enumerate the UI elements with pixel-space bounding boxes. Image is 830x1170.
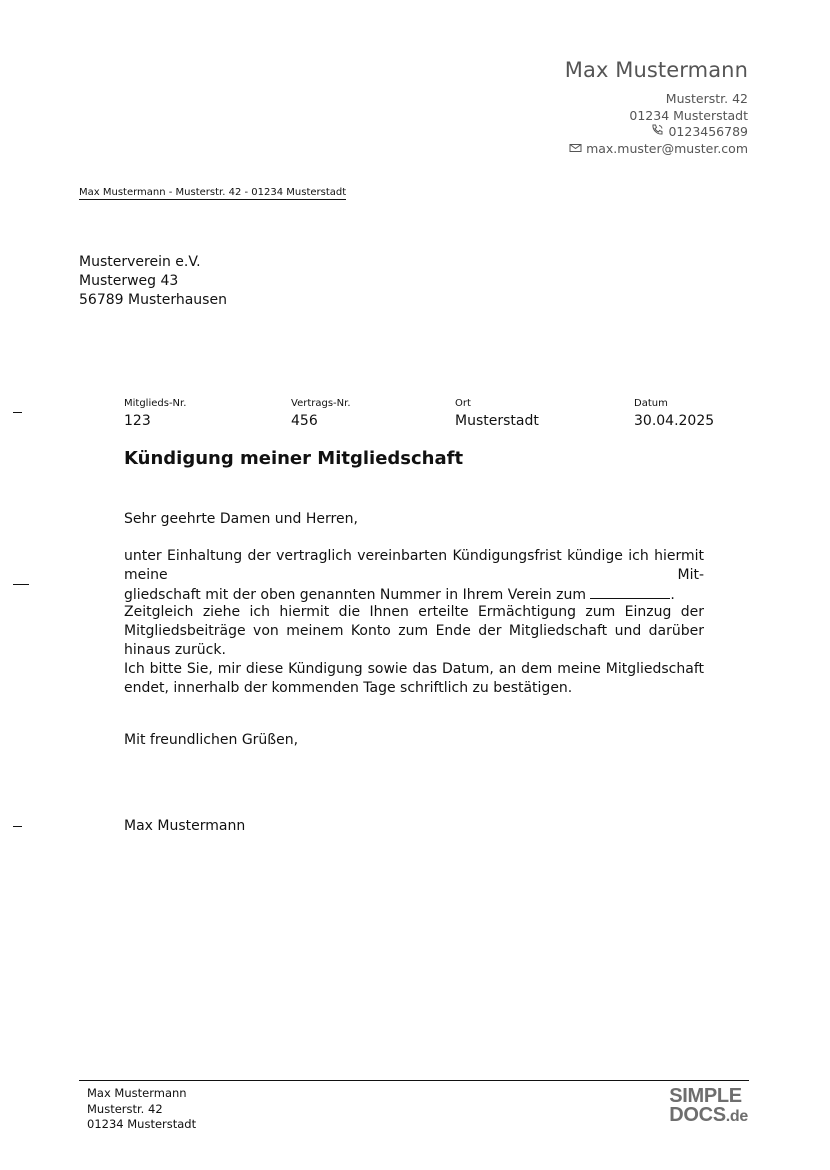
place-value: Musterstadt [455, 413, 539, 429]
recipient-street: Musterweg 43 [79, 273, 179, 289]
place-label: Ort [455, 398, 471, 409]
logo-docs: DOCS [669, 1104, 726, 1126]
punch-mark-center [13, 584, 29, 585]
salutation: Sehr geehrte Damen und Herren, [124, 511, 358, 527]
footer-street: Musterstr. 42 [87, 1101, 163, 1116]
paragraph-termination-text: gliedschaft mit der oben genannten Nummer in Ihrem Verein zum [124, 587, 586, 603]
termination-date-blank[interactable] [590, 585, 670, 599]
sender-phone-row [569, 124, 748, 141]
fold-mark-top [13, 412, 22, 413]
logo-line1: SIMPLE [669, 1085, 742, 1107]
paragraph-termination-period: . [670, 587, 675, 603]
contract-number-value: 456 [291, 413, 318, 429]
sender-phone: 0123456789 [668, 124, 748, 139]
contract-number-field [291, 397, 351, 431]
footer-name: Max Mustermann [87, 1086, 187, 1100]
date-field [634, 397, 714, 431]
sender-email-row [569, 141, 748, 158]
envelope-icon [569, 141, 582, 158]
recipient-address [79, 253, 227, 310]
paragraph-confirmation: Ich bitte Sie, mir diese Kündigung sowie das Datum, an dem meine Mitgliedschaft endet, innerhalb der kommenden Tage schriftlich zu bestätigen. [124, 661, 704, 696]
footer-city: 01234 Musterstadt [87, 1117, 197, 1131]
paragraph-direct-debit: Zeitgleich ziehe ich hiermit die Ihnen erteilte Ermächtigung zum Einzug der Mitgliedsbeiträge von meinem Konto zum Ende der Mitgliedschaft und darüber hinaus zurück. [124, 604, 704, 658]
fold-mark-bottom [13, 826, 22, 827]
paragraph-termination-line2 [124, 585, 704, 605]
simpledocs-logo [669, 1087, 748, 1126]
footer-address [87, 1086, 196, 1133]
member-number-value: 123 [124, 413, 151, 429]
sender-city-row [569, 108, 748, 125]
sender-name: Max Mustermann [564, 58, 748, 82]
logo-line2 [669, 1106, 748, 1126]
logo-suffix: .de [725, 1108, 748, 1125]
paragraph-termination [124, 547, 704, 605]
recipient-name: Musterverein e.V. [79, 254, 201, 270]
date-value: 30.04.2025 [634, 413, 715, 429]
phone-icon [651, 124, 664, 141]
sender-city: 01234 Musterstadt [629, 107, 748, 123]
sender-email[interactable]: max.muster@muster.com [586, 140, 748, 156]
paragraph-termination-line1: unter Einhaltung der vertraglich vereinbarten Kündigungsfrist kündige ich hiermit meine Mit- [124, 548, 704, 583]
recipient-city: 56789 Musterhausen [79, 292, 227, 308]
date-label: Datum [634, 398, 668, 409]
sender-contact-block [569, 91, 748, 157]
footer-divider [79, 1080, 749, 1081]
closing: Mit freundlichen Grüßen, [124, 732, 299, 748]
return-address-line: Max Mustermann - Musterstr. 42 - 01234 Musterstadt [79, 187, 347, 198]
sender-street-row [569, 91, 748, 108]
member-number-field [124, 397, 186, 431]
place-field [455, 397, 539, 431]
member-number-label: Mitglieds-Nr. [124, 398, 187, 409]
signature-name: Max Mustermann [124, 818, 246, 834]
sender-street: Musterstr. 42 [665, 91, 748, 106]
letter-subject: Kündigung meiner Mitgliedschaft [124, 448, 464, 469]
contract-number-label: Vertrags-Nr. [291, 398, 351, 409]
